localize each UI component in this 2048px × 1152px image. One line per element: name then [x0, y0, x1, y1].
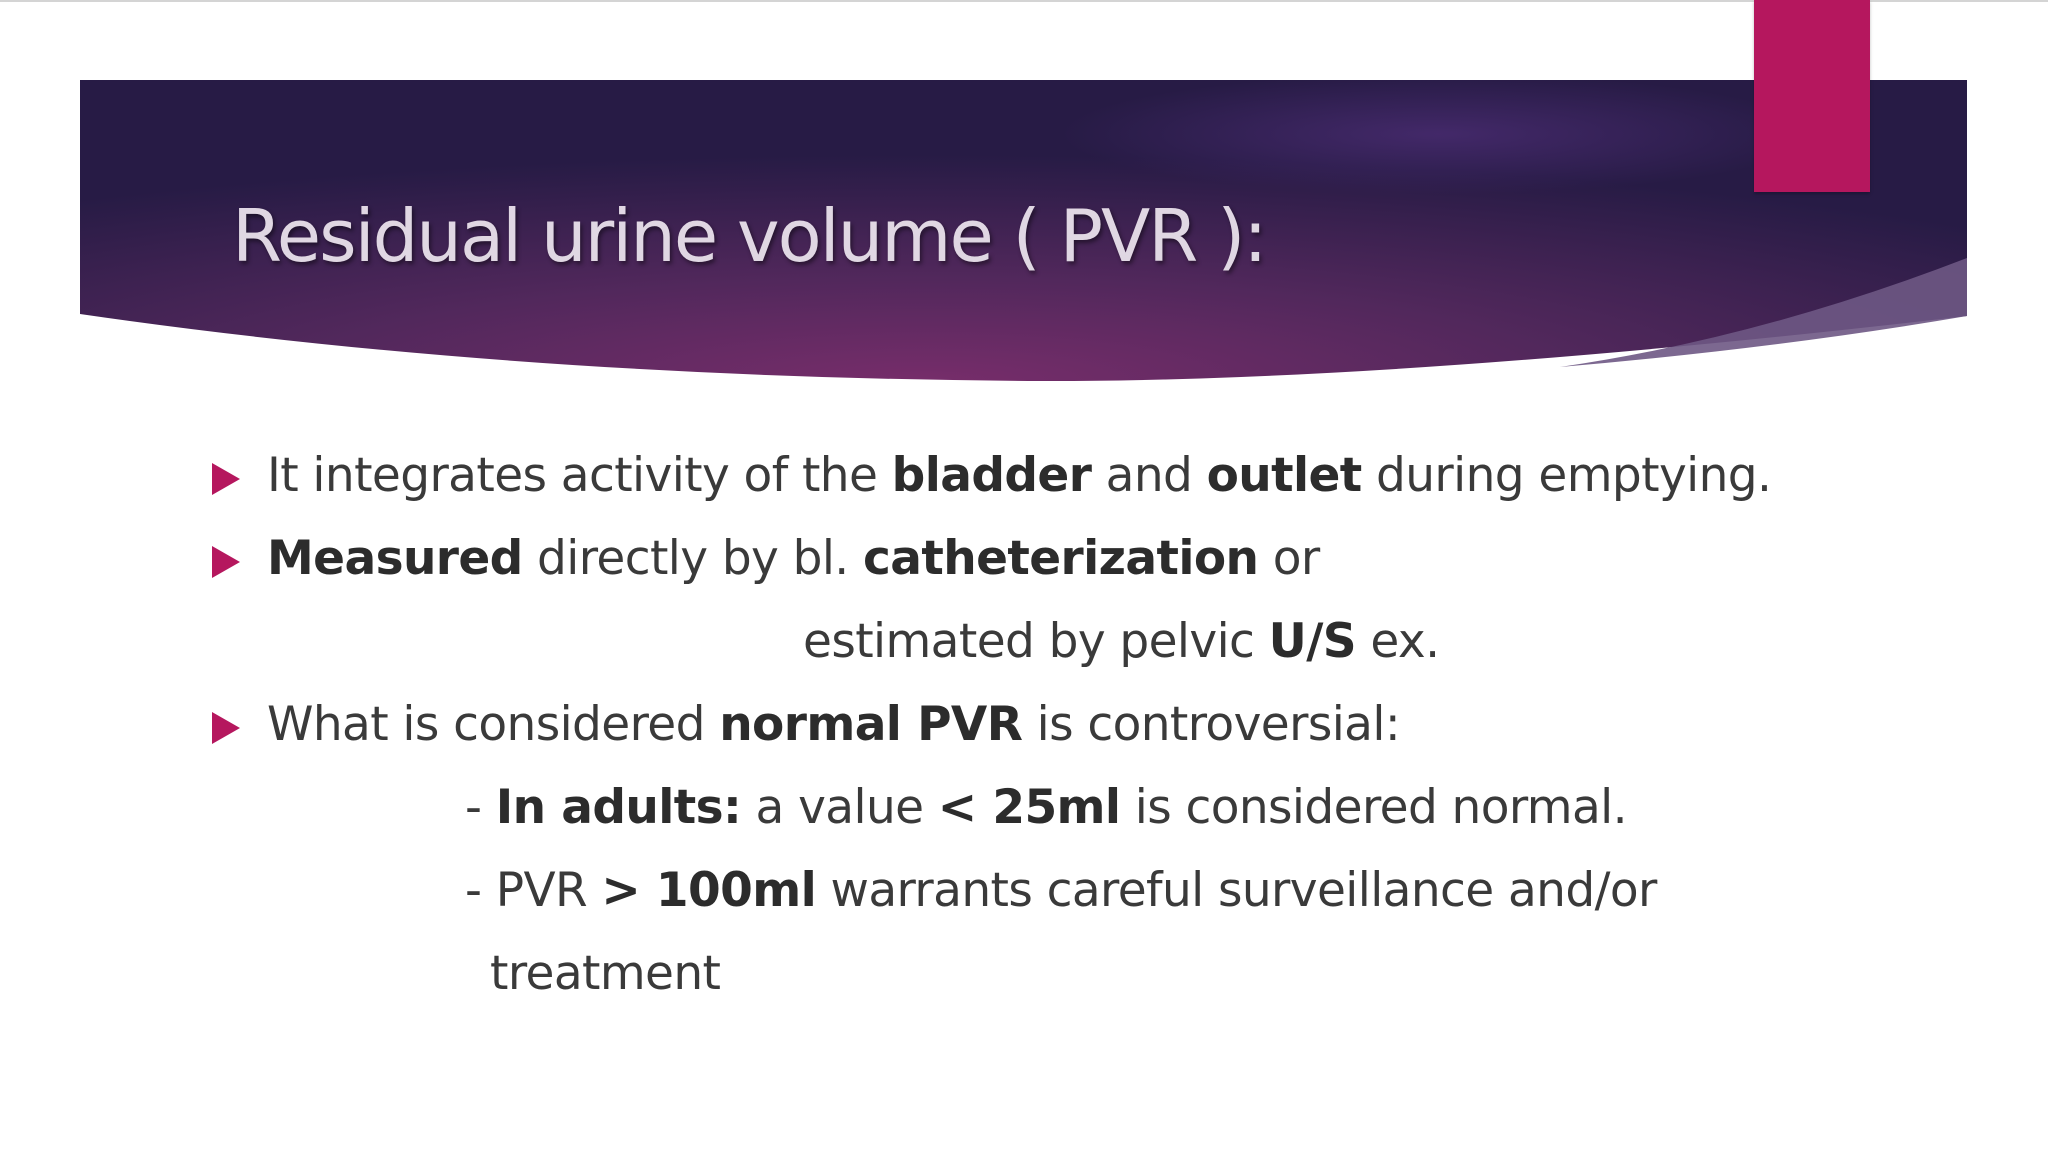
bullet-line — [803, 614, 1440, 669]
text-run: estimated by pelvic — [803, 614, 1269, 669]
text-run: What is considered — [267, 697, 720, 752]
triangle-right-icon — [212, 546, 240, 578]
text-run: or — [1258, 531, 1320, 586]
bold-text: normal PVR — [719, 697, 1023, 752]
bullet-line — [267, 448, 1772, 503]
text-run: is considered normal. — [1120, 780, 1627, 835]
bold-text: < 25ml — [937, 780, 1121, 835]
bold-text: In adults: — [495, 780, 742, 835]
text-run: a value — [741, 780, 938, 835]
triangle-right-icon — [212, 463, 240, 495]
text-run: treatment — [490, 946, 721, 1001]
text-run: is controversial: — [1022, 697, 1401, 752]
text-run: directly by bl. — [522, 531, 863, 586]
slide-title: Residual urine volume ( PVR ): — [232, 194, 1266, 278]
bullet-line — [267, 531, 1320, 586]
text-run: It integrates activity of the — [267, 448, 892, 503]
text-run: - — [465, 780, 496, 835]
triangle-right-icon — [212, 712, 240, 744]
accent-tab — [1754, 0, 1870, 192]
bold-text: bladder — [891, 448, 1092, 503]
bullet-line — [465, 863, 1657, 918]
text-run: warrants careful surveillance and/or — [816, 863, 1657, 918]
text-run: - PVR — [465, 863, 602, 918]
bullet-line — [490, 946, 721, 1001]
text-run: and — [1091, 448, 1207, 503]
bold-text: > 100ml — [601, 863, 817, 918]
text-run: during emptying. — [1361, 448, 1772, 503]
bullet-line — [465, 780, 1627, 835]
bold-text: outlet — [1206, 448, 1362, 503]
text-run: ex. — [1356, 614, 1440, 669]
bold-text: U/S — [1268, 614, 1357, 669]
bold-text: catheterization — [862, 531, 1259, 586]
bullet-line — [267, 697, 1401, 752]
bold-text: Measured — [267, 531, 523, 586]
